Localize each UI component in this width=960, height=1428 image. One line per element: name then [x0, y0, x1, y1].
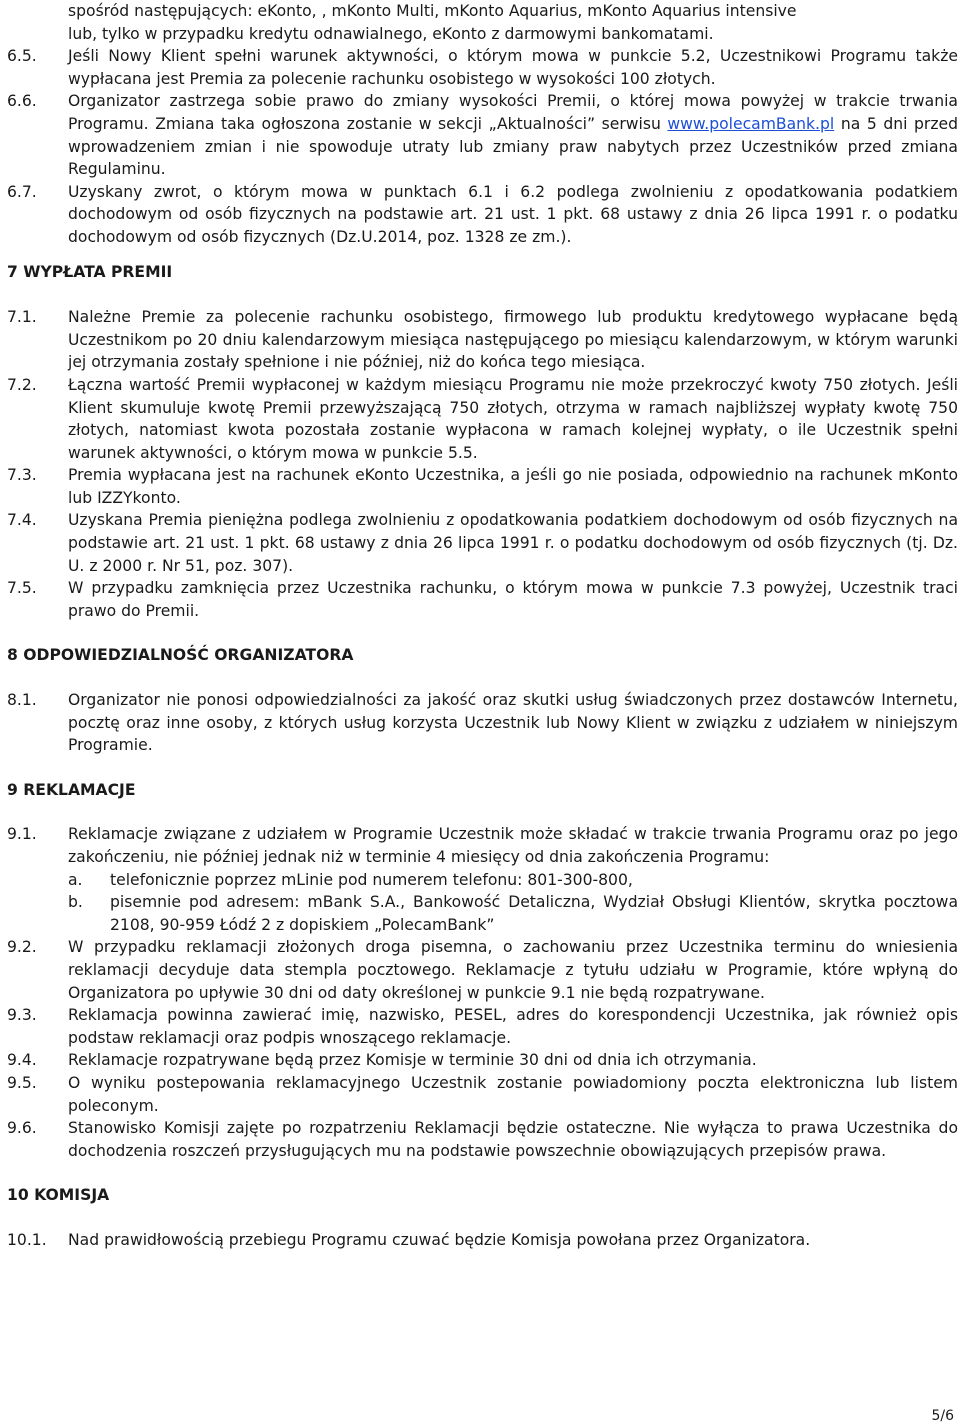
clause-9-4: [7, 1049, 958, 1072]
clause-number: 10.1.: [7, 1230, 47, 1249]
sub-item-a: [68, 869, 958, 892]
clause-text: Uzyskana Premia pieniężna podlega zwolnieniu z opodatkowania podatkiem dochodowym od osób fizycznych na podstawie art. 21 ust. 1 pkt. 68 ustawy z dnia 26 lipca 1991 r. o podatku dochodowym od osób fizycznych (tj. Dz. U. z 2000 r. Nr 51, poz. 307).: [68, 511, 958, 575]
clause-9-1: [7, 823, 958, 936]
clause-text: Reklamacje rozpatrywane będą przez Komisje w terminie 30 dni od dnia ich otrzymania.: [68, 1051, 757, 1070]
clause-number: 7.4.: [7, 511, 37, 530]
clause-7-5: [7, 577, 958, 622]
clause-number: 6.5.: [7, 47, 37, 66]
clause-number: 9.1.: [7, 825, 37, 844]
clause-number: 9.2.: [7, 938, 37, 957]
clause-number: 6.6.: [7, 92, 37, 111]
sub-item-text: pisemnie pod adresem: mBank S.A., Bankowość Detaliczna, Wydział Obsługi Klientów, skrytka pocztowa 2108, 90-959 Łódź 2 z dopiskiem „PolecamBank”: [110, 893, 958, 934]
clause-text: Łączna wartość Premii wypłaconej w każdym miesiącu Programu nie może przekroczyć kwoty 750 złotych. Jeśli Klient skumuluje kwotę Premii przewyższającą 750 złotych, otrzyma w ramach najbliższej wypłaty kwotę 750 złotych, natomiast kwota pozostała zostanie wypłacona w ramach kolejnej wypłaty, o ile Uczestnik spełni warunek aktywności, o którym mowa w punkcie 5.5.: [68, 375, 958, 462]
section-heading-9: 9 REKLAMACJE: [7, 780, 136, 799]
clause-9-5: [7, 1072, 958, 1117]
clause-8-1: [7, 689, 958, 757]
intro-line-1: spośród następujących: eKonto, , mKonto Multi, mKonto Aquarius, mKonto Aquarius intensive: [68, 2, 797, 20]
clause-text: W przypadku reklamacji złożonych droga pisemna, o zachowaniu przez Uczestnika terminu do wniesienia reklamacji decyduje data stempla pocztowego. Reklamacje z tytułu udziału w Programie, które wpłyną do Organizatora po upływie 30 dni od daty określonej w punkcie 9.1 nie będą rozpatrywane.: [68, 938, 958, 1002]
clause-number: 7.1.: [7, 308, 37, 327]
clause-number: 9.4.: [7, 1051, 37, 1070]
clause-number: 9.5.: [7, 1073, 37, 1092]
clause-text: Należne Premie za polecenie rachunku osobistego, firmowego lub produktu kredytowego wypłacane będą Uczestnikom po 20 dniu kalendarzowym miesiąca następującego po miesiącu kalendarzowym, w którym warunki jej otrzymania zostały spełnione i nie później, niż do końca tego miesiąca.: [68, 308, 958, 372]
intro-line-2: lub, tylko w przypadku kredytu odnawialnego, eKonto z darmowymi bankomatami.: [68, 24, 714, 43]
clause-7-1: [7, 306, 958, 374]
clause-text: W przypadku zamknięcia przez Uczestnika rachunku, o którym mowa w punkcie 7.3 powyżej, Uczestnik traci prawo do Premii.: [68, 579, 958, 620]
clause-6-5: [7, 45, 958, 90]
clause-text: Uzyskany zwrot, o którym mowa w punktach 6.1 i 6.2 podlega zwolnieniu z opodatkowania podatkiem dochodowym od osób fizycznych na podstawie art. 21 ust. 1 pkt. 68 ustawy z dnia 26 lipca 1991 r. o podatku dochodowym od osób fizycznych (Dz.U.2014, poz. 1328 ze zm.).: [68, 182, 958, 246]
clause-intro-text: Reklamacje związane z udziałem w Programie Uczestnik może składać w trakcie trwania Programu oraz po jego zakończeniu, nie później jednak niż w terminie 4 miesięcy od dnia zakończenia Programu:: [68, 825, 958, 866]
clause-6-6: [7, 90, 958, 180]
clause-9-3: [7, 1004, 958, 1049]
clause-number: 7.2.: [7, 375, 37, 394]
clause-number: 9.3.: [7, 1006, 37, 1025]
sub-item-letter: a.: [68, 870, 83, 889]
intro-paragraph: [68, 0, 958, 45]
clause-6-7: [7, 181, 958, 249]
sub-item-text: telefonicznie poprzez mLinie pod numerem telefonu: 801-300-800,: [110, 870, 633, 889]
clause-10-1: [7, 1229, 958, 1252]
clause-text-before-link: Organizator zastrzega sobie prawo do zmiany wysokości Premii, o której mowa powyżej w trakcie trwania Programu. Zmiana taka ogłoszona zostanie w sekcji „Aktualności” serwisu: [68, 92, 958, 133]
clause-7-4: [7, 509, 958, 577]
clause-7-2: [7, 374, 958, 464]
clause-text: Organizator nie ponosi odpowiedzialności za jakość oraz skutki usług świadczonych przez dostawców Internetu, pocztę oraz inne osoby, z których usług korzysta Uczestnik lub Nowy Klient w związku z udziałem w niniejszym Programie.: [68, 691, 958, 755]
clause-number: 6.7.: [7, 182, 37, 201]
clause-text: O wyniku postepowania reklamacyjnego Uczestnik zostanie powiadomiony poczta elektroniczna lub listem poleconym.: [68, 1073, 958, 1115]
page-number: 5/6: [931, 1408, 954, 1424]
clause-text-after-link: na 5 dni przed wprowadzeniem zmian i nie spowoduje utraty lub zmiany praw nabytych przez Uczestników przed zmiana Regulaminu.: [68, 114, 958, 179]
clause-9-6: [7, 1117, 958, 1162]
section-heading-8: 8 ODPOWIEDZIALNOŚĆ ORGANIZATORA: [7, 646, 354, 665]
clause-text: Reklamacja powinna zawierać imię, nazwisko, PESEL, adres do korespondencji Uczestnika, jak również opis podstaw reklamacji oraz podpis wnoszącego reklamacje.: [68, 1006, 958, 1047]
clause-number: 8.1.: [7, 691, 37, 710]
clause-text: Jeśli Nowy Klient spełni warunek aktywności, o którym mowa w punkcie 5.2, Uczestnikowi Programu także wypłacana jest Premia za polecenie rachunku osobistego w wysokości 100 złotych.: [68, 47, 958, 88]
clause-text: Premia wypłacana jest na rachunek eKonto Uczestnika, a jeśli go nie posiada, odpowiednio na rachunek mKonto lub IZZYkonto.: [68, 466, 958, 507]
clause-text: [68, 823, 958, 936]
clause-number: 7.5.: [7, 579, 37, 598]
clause-9-2: [7, 936, 958, 1004]
clause-text: Nad prawidłowością przebiegu Programu czuwać będzie Komisja powołana przez Organizatora.: [68, 1230, 811, 1249]
sub-item-letter: b.: [68, 893, 83, 912]
clause-number: 9.6.: [7, 1119, 37, 1138]
polecambank-link[interactable]: www.polecamBank.pl: [667, 114, 835, 133]
section-heading-10: 10 KOMISJA: [7, 1186, 110, 1205]
document-content: [7, 0, 958, 1252]
clause-7-3: [7, 464, 958, 509]
sub-item-b: [68, 891, 958, 936]
clause-text: Stanowisko Komisji zajęte po rozpatrzeniu Reklamacji będzie ostateczne. Nie wyłącza to prawa Uczestnika do dochodzenia roszczeń przysługujących mu na podstawie powszechnie obowiązujących przepisów prawa.: [68, 1119, 958, 1160]
section-heading-7: 7 WYPŁATA PREMII: [7, 262, 173, 281]
clause-number: 7.3.: [7, 466, 37, 485]
clause-text: [68, 90, 958, 180]
